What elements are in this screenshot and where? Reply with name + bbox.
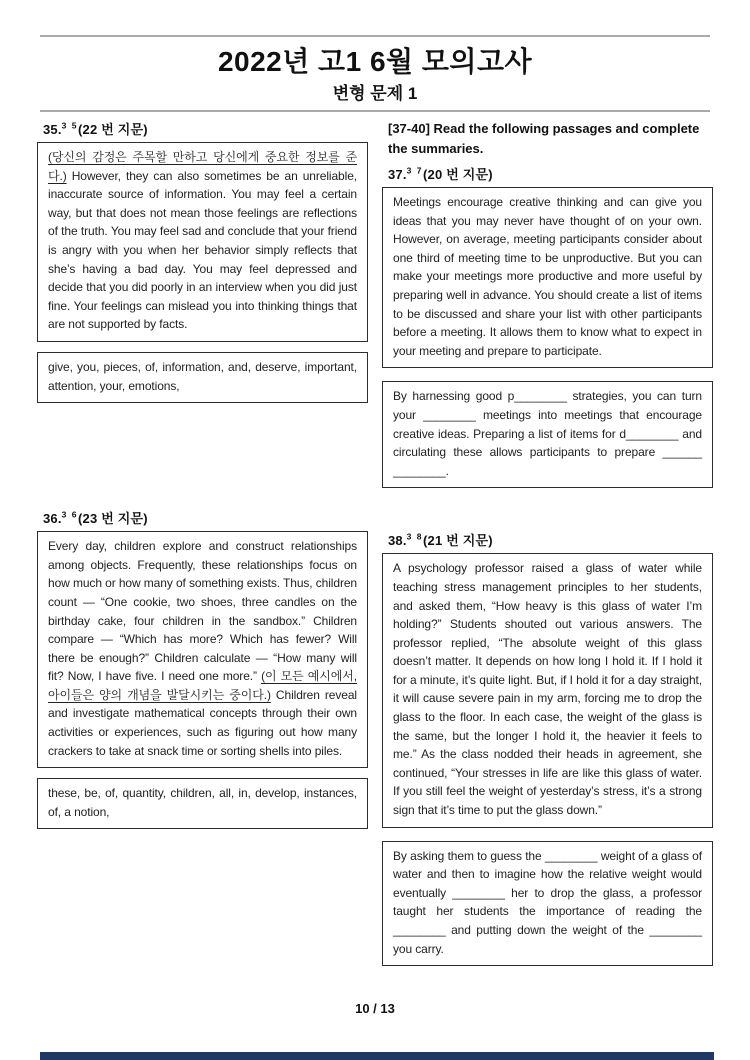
question-35-wordbank-text: give, you, pieces, of, information, and, deserve, important, attention, your, emotions,: [48, 359, 357, 393]
question-38-number: 38.: [388, 533, 407, 549]
question-38-summary-box: [382, 841, 713, 967]
question-35-passage-text: However, they can also sometimes be an unreliable, inaccurate source of information. You may feel a certain way, but that does not mean those feelings are reflections of the truth. You may feel sad and conclude that your friend is angry with you when her behavior simply reflects that she’s having a bad day. You may feel depressed and decide that you did poorly in an interview when you did just fine. Your feelings can mislead you into thinking things that are not supported by facts.: [48, 168, 357, 332]
question-36-number: 36.: [43, 511, 62, 527]
instruction-37-40: [37-40] Read the following passages and complete the summaries.: [388, 121, 700, 156]
question-35-passage-box: [37, 142, 368, 342]
right-column: [382, 119, 713, 966]
question-37-footnote-ref: 3 7: [406, 165, 423, 176]
question-37-source-label: (20 번 지문): [423, 167, 493, 182]
page-number: 10 / 13: [355, 1001, 395, 1016]
question-36-passage-box: [37, 531, 368, 768]
question-36-wordbank-text: these, be, of, quantity, children, all, in, develop, instances, of, a notion,: [48, 786, 357, 819]
footer-bar: [40, 1052, 714, 1060]
question-35-heading: [43, 119, 368, 138]
question-38-summary-text: By asking them to guess the ________ weight of a glass of water and then to imagine how the relative weight would eventually ________ her to drop the glass, a professor taught her students the importance of reading the ________ and putting down the weight of the ________ you carry.: [393, 848, 702, 956]
question-36-passage-text-part1: Every day, children explore and construct relationships among objects. Frequently, these relationships focus on how much or how many of something exists. Thus, children count — “One cookie, two shoes, three candles on the birthday cake, four children in the sandbox.” Children compare — “Which has more? Which has fewer? Will there be enough?” Children calculate — “How many will fit? Now, I have five. I need one more.”: [48, 539, 357, 684]
question-37-passage-box: [382, 187, 713, 368]
question-37-summary-text: By harnessing good p________ strategies, you can turn your ________ meetings into meetings that encourage creative ideas. Preparing a list of items for d________ and circulating these allows participants to prepare ______ ________.: [393, 389, 702, 478]
page-title: 2022년 고1 6월 모의고사: [217, 46, 533, 77]
question-35-number: 35.: [43, 122, 62, 137]
question-38-source-label: (21 번 지문): [423, 533, 493, 549]
question-37-heading: [388, 164, 713, 183]
question-36-korean-underlined-sentence: (이 모든 예시에서, 아이들은 양의 개념을 발달시키는 중이다.): [48, 669, 357, 702]
question-35-korean-underlined-sentence: (당신의 감정은 주목할 만하고 당신에게 중요한 정보를 준다.): [48, 150, 357, 183]
question-36-passage-text-part2: Children reveal and investigate mathematical concepts through their own activities or experiences, such as figuring out how many crackers to take at snack time or sorting shells into piles.: [48, 687, 357, 758]
question-36-footnote-ref: 3 6: [61, 509, 78, 520]
page-subtitle: 변형 문제 1: [332, 84, 418, 103]
question-38-heading: [388, 530, 713, 549]
question-36-source-label: (23 번 지문): [78, 511, 148, 527]
left-column: [37, 119, 368, 829]
header-rule-bottom: [40, 110, 710, 112]
question-38-footnote-ref: 3 8: [406, 531, 423, 542]
question-35-footnote-ref: 3 5: [61, 120, 78, 131]
question-37-passage-text: Meetings encourage creative thinking and can give you ideas that you may never have thought of on your own. However, on average, meeting participants consider about one third of meeting time to be unproductive. But you can make your meetings more productive and more useful by preparing well in advance. You should create a list of items to be discussed and share your list with other participants before a meeting. It allows them to know what to expect in your meeting and prepare to participate.: [393, 195, 702, 358]
question-36-heading: [43, 508, 368, 527]
question-37-number: 37.: [388, 167, 407, 182]
question-35-source-label: (22 번 지문): [78, 122, 148, 137]
question-38-passage-text: A psychology professor raised a glass of water while teaching stress management principles to her students, and asked them, “How heavy is this glass of water I’m holding?” Students shouted out various answers. The professor replied, “The absolute weight of this glass doesn’t matter. It depends on how long I hold it. If I hold it for a minute, it’s quite light. But, if I hold it for a day straight, it will cause severe pain in my arm, forcing me to drop the glass to the floor. In each case, the weight of the glass is the same, but the longer I hold it, the heavier it feels to me.” As the class nodded their heads in agreement, she continued, “Your stresses in life are like this glass of water. If you still feel the weight of yesterday’s stress, it’s a strong sign that it’s time to put the glass down.”: [393, 561, 702, 818]
question-36-wordbank-box: [37, 778, 368, 829]
question-38-passage-box: [382, 553, 713, 827]
question-37-summary-box: [382, 381, 713, 488]
header-rule-top: [40, 35, 710, 37]
question-35-wordbank-box: [37, 352, 368, 403]
